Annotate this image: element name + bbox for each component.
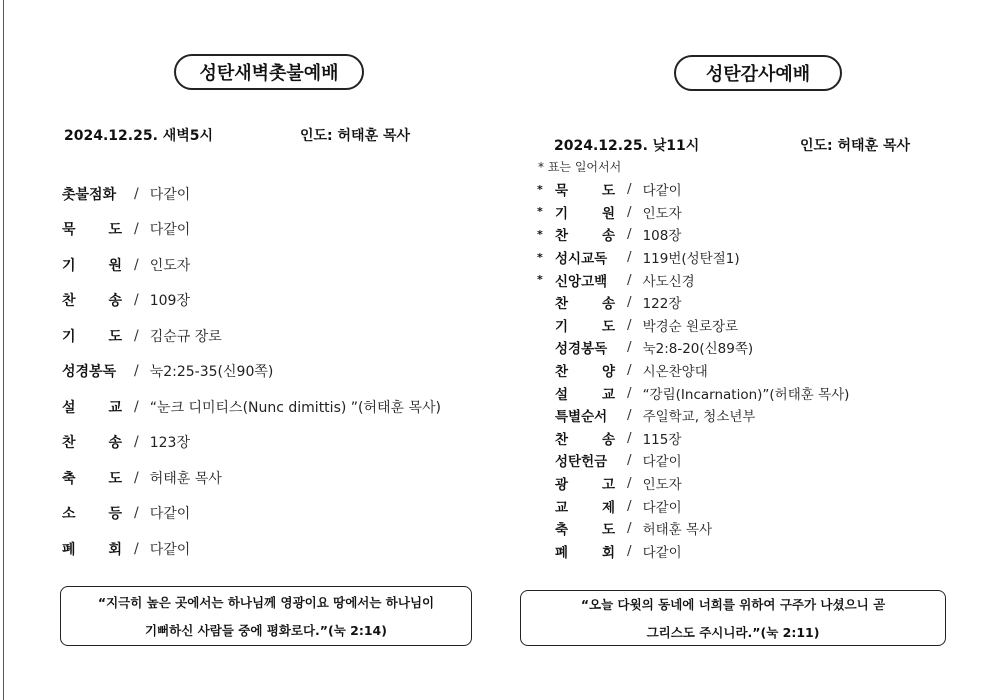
- standing-marker: *: [537, 227, 543, 241]
- order-item-label-part: 고: [601, 477, 615, 494]
- order-item-value: 119번(성탄절1): [642, 251, 740, 268]
- order-item-label-part: 성탄헌금: [555, 454, 608, 471]
- thanksgiving-service-order: [538, 178, 849, 562]
- standing-marker: *: [537, 250, 543, 264]
- order-item-label-part: 기: [555, 205, 569, 222]
- order-item: [62, 247, 441, 283]
- order-item-label-part: 기: [62, 257, 76, 274]
- separator-slash: /: [627, 271, 632, 288]
- order-item-label-part: 폐: [555, 544, 569, 561]
- separator-slash: /: [627, 226, 632, 243]
- separator-slash: /: [134, 434, 139, 451]
- order-item-label-part: 원: [601, 205, 615, 222]
- order-item-value: 허태훈 목사: [149, 470, 222, 487]
- thanksgiving-service-meta: [554, 135, 934, 155]
- order-item-value: 다같이: [149, 222, 191, 239]
- order-item: [62, 496, 441, 532]
- order-item-label-part: 기: [62, 328, 76, 345]
- separator-slash: /: [627, 542, 632, 559]
- separator-slash: /: [134, 540, 139, 557]
- separator-slash: /: [134, 256, 139, 273]
- order-item: [538, 178, 849, 201]
- order-item-label: [62, 503, 122, 523]
- order-item-value: 주일학교, 청소년부: [642, 409, 756, 426]
- order-item: [538, 472, 849, 495]
- order-item-value: 108장: [642, 228, 682, 245]
- order-item-label: [62, 255, 122, 275]
- dawn-service-title: 성탄새벽촛불예배: [174, 54, 364, 90]
- order-item-label: [555, 247, 615, 267]
- order-item-label: [62, 361, 122, 381]
- separator-slash: /: [627, 407, 632, 424]
- order-item-value: 다같이: [642, 454, 682, 471]
- order-item-label: [555, 360, 615, 380]
- order-item-label-part: 송: [108, 293, 122, 310]
- separator-slash: /: [627, 181, 632, 198]
- thanksgiving-service-datetime: 2024.12.25. 낮11시: [554, 138, 700, 154]
- order-item-label-part: 소: [62, 506, 76, 523]
- order-item-label: [62, 184, 122, 204]
- dawn-verse-line-2: 기뻐하신 사람들 중에 평화로다.”(눅 2:14): [145, 623, 387, 638]
- order-item: [538, 449, 849, 472]
- order-item-value: 109장: [149, 293, 190, 310]
- order-item-value: 다같이: [642, 499, 682, 516]
- separator-slash: /: [134, 185, 139, 202]
- order-item-label-part: 축: [555, 522, 569, 539]
- order-item-value: 시온찬양대: [642, 364, 708, 381]
- order-item-label: [555, 496, 615, 516]
- separator-slash: /: [627, 497, 632, 514]
- thanksgiving-service-verse-box: [520, 590, 946, 646]
- order-item: [538, 540, 849, 563]
- order-item-label: [555, 224, 615, 244]
- standing-note: * 표는 일어서서: [538, 160, 622, 174]
- order-item-label: [62, 432, 122, 452]
- separator-slash: /: [627, 520, 632, 537]
- order-item-label-part: 묵: [62, 222, 76, 239]
- order-item: [62, 425, 441, 461]
- order-item-label-part: 성경봉독: [62, 364, 117, 381]
- order-item-value: 인도자: [149, 257, 191, 274]
- order-item: [62, 318, 441, 354]
- order-item-label-part: 송: [601, 296, 615, 313]
- order-item-label: [62, 326, 122, 346]
- order-item: [62, 460, 441, 496]
- order-item: [62, 389, 441, 425]
- order-item-label-part: 광: [555, 477, 569, 494]
- order-item-value: 눅2:25-35(신90쪽): [149, 364, 274, 381]
- order-item: [538, 404, 849, 427]
- standing-marker: *: [537, 273, 543, 287]
- order-item-label: [555, 473, 615, 493]
- order-item-label-part: 도: [601, 318, 615, 335]
- order-item-value: 사도신경: [642, 273, 695, 290]
- order-item-label-part: 성경봉독: [555, 341, 608, 358]
- order-item-value: 인도자: [642, 477, 682, 494]
- order-item: [62, 354, 441, 390]
- separator-slash: /: [627, 249, 632, 266]
- separator-slash: /: [134, 221, 139, 238]
- order-item-label: [62, 290, 122, 310]
- order-item: [538, 291, 849, 314]
- order-item-value: 눅2:8-20(신89쪽): [642, 341, 754, 358]
- order-item-label-part: 도: [601, 183, 615, 200]
- order-item: [538, 314, 849, 337]
- order-item-value: “눈크 디미티스(Nunc dimittis) ”(허태훈 목사): [149, 399, 442, 416]
- order-item: [538, 223, 849, 246]
- separator-slash: /: [134, 398, 139, 415]
- thanksgiving-verse-line-1: “오늘 다윗의 동네에 너희를 위하여 구주가 나셨으니 곧: [580, 597, 886, 612]
- order-item-label-part: 도: [108, 470, 122, 487]
- order-item-value: 허태훈 목사: [642, 522, 713, 539]
- standing-marker: *: [537, 205, 543, 219]
- order-item-label-part: 신앙고백: [555, 273, 608, 290]
- order-item-value: 다같이: [642, 183, 682, 200]
- order-item-label: [62, 397, 122, 417]
- order-item-label-part: 제: [601, 499, 615, 516]
- order-item-label: [555, 541, 615, 561]
- order-item: [538, 246, 849, 269]
- order-item-label-part: 교: [108, 399, 122, 416]
- order-item-label-part: 송: [601, 431, 615, 448]
- order-item-label-part: 축: [62, 470, 76, 487]
- order-item-label-part: 찬: [555, 228, 569, 245]
- order-item-label-part: 찬: [555, 431, 569, 448]
- order-item-label: [555, 450, 615, 470]
- order-item-label: [555, 405, 615, 425]
- order-item-label-part: 설: [62, 399, 76, 416]
- order-item-value: 115장: [642, 431, 682, 448]
- separator-slash: /: [627, 429, 632, 446]
- order-item-label-part: 도: [601, 522, 615, 539]
- separator-slash: /: [627, 362, 632, 379]
- separator-slash: /: [627, 203, 632, 220]
- order-item-label-part: 특별순서: [555, 409, 608, 426]
- order-item-label-part: 회: [108, 541, 122, 558]
- order-item-label-part: 기: [555, 318, 569, 335]
- order-item-label-part: 도: [108, 328, 122, 345]
- separator-slash: /: [627, 384, 632, 401]
- order-item-label-part: 교: [555, 499, 569, 516]
- separator-slash: /: [627, 475, 632, 492]
- order-item: [62, 531, 441, 567]
- order-item-label-part: 송: [108, 435, 122, 452]
- separator-slash: /: [627, 294, 632, 311]
- order-item: [538, 359, 849, 382]
- dawn-service-meta: [64, 125, 464, 145]
- order-item: [62, 176, 441, 212]
- order-item-label: [555, 315, 615, 335]
- order-item-value: 다같이: [149, 186, 191, 203]
- separator-slash: /: [134, 327, 139, 344]
- order-item-label-part: 묵: [555, 183, 569, 200]
- standing-marker: *: [537, 182, 543, 196]
- order-item-label: [62, 539, 122, 559]
- order-item: [538, 268, 849, 291]
- order-item: [538, 517, 849, 540]
- separator-slash: /: [627, 316, 632, 333]
- order-item-label: [555, 518, 615, 538]
- order-item-label: [555, 270, 615, 290]
- order-item-label-part: 찬: [555, 364, 569, 381]
- order-item-value: 다같이: [149, 506, 191, 523]
- order-item-value: 123장: [149, 435, 190, 452]
- order-item-value: “강림(Incarnation)”(허태훈 목사): [642, 386, 850, 403]
- dawn-service-verse-box: [60, 586, 472, 646]
- order-item-value: 다같이: [642, 544, 682, 561]
- order-item-label-part: 폐: [62, 541, 76, 558]
- separator-slash: /: [134, 292, 139, 309]
- separator-slash: /: [627, 452, 632, 469]
- thanksgiving-verse-line-2: 그리스도 주시니라.”(눅 2:11): [646, 625, 820, 640]
- separator-slash: /: [627, 339, 632, 356]
- page-edge-line: [3, 0, 4, 700]
- dawn-service-datetime: 2024.12.25. 새벽5시: [64, 128, 214, 144]
- order-item-label-part: 설: [555, 386, 569, 403]
- order-item: [538, 494, 849, 517]
- separator-slash: /: [134, 363, 139, 380]
- order-item-label-part: 송: [601, 228, 615, 245]
- order-item: [62, 212, 441, 248]
- thanksgiving-service-title: 성탄감사예배: [674, 55, 842, 91]
- order-item-label-part: 찬: [62, 435, 76, 452]
- separator-slash: /: [134, 505, 139, 522]
- order-item-label: [555, 202, 615, 222]
- order-item-label: [555, 337, 615, 357]
- order-item-value: 122장: [642, 296, 682, 313]
- order-item-label-part: 원: [108, 257, 122, 274]
- thanksgiving-service-officiant: 인도: 허태훈 목사: [800, 138, 911, 154]
- order-item-label: [62, 219, 122, 239]
- dawn-verse-line-1: “지극히 높은 곳에서는 하나님께 영광이요 땅에서는 하나님이: [97, 595, 435, 610]
- order-item-label: [555, 179, 615, 199]
- order-item-label-part: 회: [601, 544, 615, 561]
- order-item-value: 다같이: [149, 541, 191, 558]
- order-item: [538, 427, 849, 450]
- order-item-label: [555, 292, 615, 312]
- order-item: [62, 283, 441, 319]
- order-item-value: 인도자: [642, 205, 682, 222]
- order-item: [538, 336, 849, 359]
- order-item-label: [555, 428, 615, 448]
- order-item-label: [62, 468, 122, 488]
- order-item-label-part: 찬: [555, 296, 569, 313]
- order-item: [538, 381, 849, 404]
- order-item-label-part: 양: [601, 364, 615, 381]
- dawn-service-order: [62, 176, 441, 567]
- dawn-service-officiant: 인도: 허태훈 목사: [300, 128, 411, 144]
- order-item-value: 박경순 원로장로: [642, 318, 739, 335]
- order-item-label-part: 도: [108, 222, 122, 239]
- order-item: [538, 201, 849, 224]
- order-item-label-part: 성시교독: [555, 251, 608, 268]
- separator-slash: /: [134, 469, 139, 486]
- order-item-label: [555, 383, 615, 403]
- order-item-value: 김순규 장로: [149, 328, 222, 345]
- order-item-label-part: 등: [108, 506, 122, 523]
- order-item-label-part: 교: [601, 386, 615, 403]
- order-item-label-part: 촛불점화: [62, 186, 117, 203]
- order-item-label-part: 찬: [62, 293, 76, 310]
